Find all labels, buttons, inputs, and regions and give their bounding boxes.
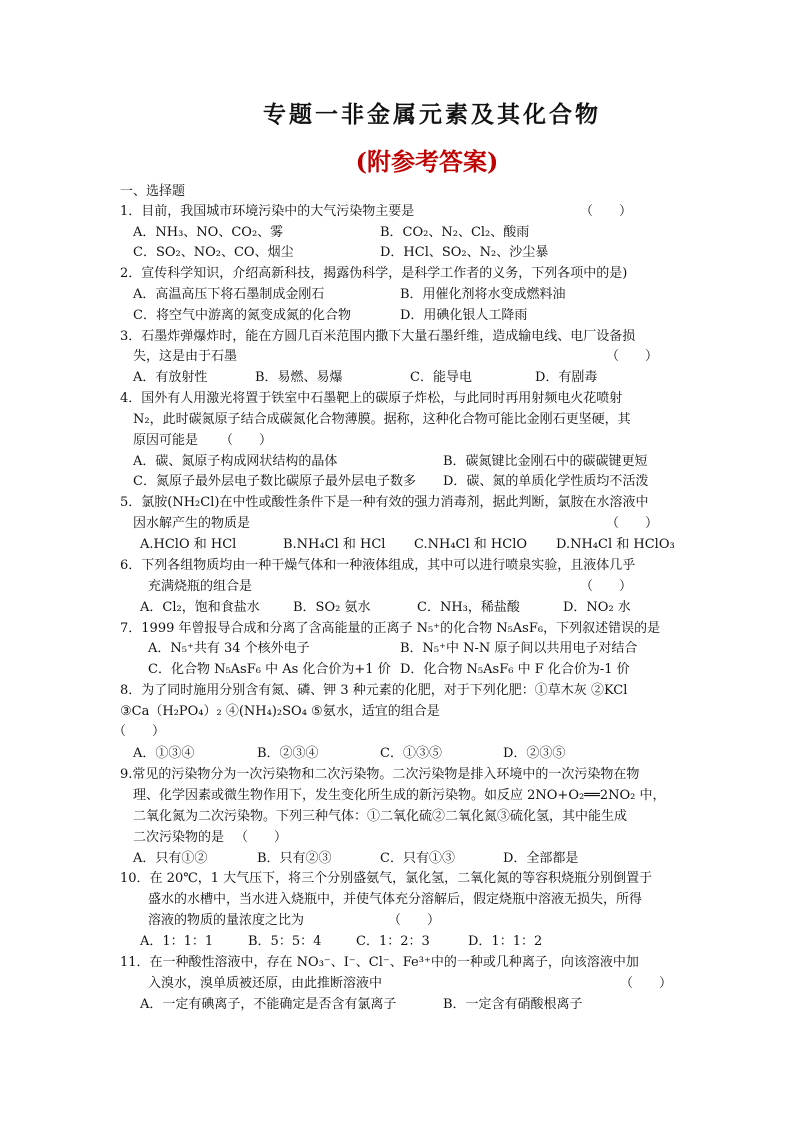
q5-option-c: C.NH₄Cl 和 HClO — [414, 537, 528, 552]
q1-option-c: C．SO₂、NO₂、CO、烟尘 — [133, 245, 294, 260]
q9-option-a: A．只有①② — [133, 851, 208, 866]
q10-option-d: D．1：1：2 — [468, 934, 543, 949]
q8-option-d: D．②③⑤ — [503, 746, 566, 761]
q1-option-d: D．HCl、SO₂、N₂、沙尘暴 — [380, 245, 549, 260]
q5-answer-bracket: （ ） — [606, 516, 659, 531]
q7-option-d: D．化合物 N₅AsF₆ 中 F 化合价为-1 价 — [400, 662, 630, 677]
q3-stem-line2: 失，这是由于石墨 — [133, 349, 238, 364]
q4-option-b: B．碳氮键比金刚石中的碳碳键更短 — [443, 454, 648, 469]
section-heading: 一、选择题 — [120, 184, 186, 199]
q4-option-a: A．碳、氮原子构成网状结构的晶体 — [133, 454, 338, 469]
q10-stem-line2: 盛水的水槽中，当水进入烧瓶中，并使气体充分溶解后，假定烧瓶中溶液无损失，所得 — [148, 892, 643, 907]
q5-option-d: D.NH₄Cl 和 HClO₃ — [556, 537, 675, 552]
q11-option-a: A．一定有碘离子，不能确定是否含有氯离子 — [140, 997, 397, 1012]
q2-stem: 2．宣传科学知识，介绍高新科技，揭露伪科学，是科学工作者的义务，下列各项中的是) — [120, 266, 628, 281]
q6-option-d: D．NO₂ 水 — [563, 600, 631, 615]
q9-stem-line3: 二氧化氮为二次污染物。下列三种气体：①二氧化硫②二氧化氮③硫化氢，其中能生成 — [133, 809, 628, 824]
q11-answer-bracket: （ ） — [620, 976, 673, 991]
q11-stem-line1: 11．在一种酸性溶液中，存在 NO₃⁻、I⁻、Cl⁻、Fe³⁺中的一种或几种离子，向该溶液中加 — [120, 955, 639, 970]
q1-option-a: A．NH₃、NO、CO₂、雾 — [133, 225, 284, 240]
q4-option-c: C．氮原子最外层电子数比碳原子最外层电子数多 — [133, 474, 416, 489]
q8-option-b: B．②③④ — [257, 746, 319, 761]
q7-option-b: B．N₅⁺中 N-N 原子间以共用电子对结合 — [400, 641, 638, 656]
q7-option-c: C．化合物 N₅AsF₆ 中 As 化合价为+1 价 — [148, 662, 391, 677]
q3-option-c: C．能导电 — [410, 370, 472, 385]
q2-option-a: A．高温高压下将石墨制成金刚石 — [133, 287, 325, 302]
q6-answer-bracket: （ ） — [580, 579, 633, 594]
q8-answer-bracket: （ ） — [113, 724, 166, 739]
q10-stem-line1: 10．在 20℃，1 大气压下，将三个分别盛氨气，氯化氢，二氧化氮的等容积烧瓶分别倒置于 — [120, 871, 653, 886]
q2-option-c: C．将空气中游离的氮变成氮的化合物 — [133, 308, 351, 323]
q1-option-b: B．CO₂、N₂、Cl₂、酸雨 — [380, 225, 530, 240]
q9-option-d: D．全部都是 — [503, 851, 579, 866]
q10-option-a: A．1：1：1 — [140, 934, 214, 949]
q5-stem-line1: 5．氯胺(NH₂Cl)在中性或酸性条件下是一种有效的强力消毒剂，据此判断，氯胺在水溶液中 — [120, 495, 649, 510]
q2-option-d: D．用碘化银人工降雨 — [400, 308, 528, 323]
q4-stem-line2: N₂，此时碳氮原子结合成碳氮化合物薄膜。据称，这种化合物可能比金刚石更坚硬，其 — [133, 412, 631, 427]
q6-option-b: B．SO₂ 氨水 — [293, 600, 371, 615]
q10-stem-line3: 溶液的物质的量浓度之比为 — [148, 913, 305, 928]
q6-option-c: C．NH₃，稀盐酸 — [417, 600, 520, 615]
q4-answer-bracket: （ ） — [220, 433, 273, 448]
q3-answer-bracket: （ ） — [606, 349, 659, 364]
page-title: 专题一非金属元素及其化合物 — [263, 101, 601, 128]
q3-option-b: B．易燃、易爆 — [255, 370, 343, 385]
q6-stem-line2: 充满烧瓶的组合是 — [148, 579, 253, 594]
q9-stem-line2: 理、化学因素或微生物作用下，发生变化所生成的新污染物。如反应 2NO+O₂══2NO₂ 中， — [133, 788, 666, 803]
q3-option-d: D．有剧毒 — [535, 370, 598, 385]
q5-option-a: A.HClO 和 HCl — [140, 537, 237, 552]
q10-option-b: B．5：5：4 — [248, 934, 322, 949]
q8-stem-line2: ③Ca（H₂PO₄）₂ ④(NH₄)₂SO₄ ⑤氨水，适宜的组合是 — [120, 704, 440, 719]
q5-option-b: B.NH₄Cl 和 HCl — [283, 537, 386, 552]
q9-stem-line4: 二次污染物的是 — [133, 830, 225, 845]
q9-stem-line1: 9.常见的污染物分为一次污染物和二次污染物。二次污染物是排入环境中的一次污染物在物 — [120, 767, 640, 782]
q8-stem-line1: 8．为了同时施用分别含有氮、磷、钾 3 种元素的化肥，对于下列化肥：①草木灰 ②KCl — [120, 683, 628, 698]
q8-option-c: C．①③⑤ — [380, 746, 442, 761]
q6-stem-line1: 6．下列各组物质均由一种干燥气体和一种液体组成，其中可以进行喷泉实验，且液体几乎 — [120, 558, 636, 573]
q4-stem-line1: 4．国外有人用激光将置于铁室中石墨靶上的碳原子炸松，与此同时再用射频电火花喷射 — [120, 391, 623, 406]
q5-stem-line2: 因水解产生的物质是 — [133, 516, 251, 531]
q3-option-a: A．有放射性 — [133, 370, 208, 385]
page-subtitle: (附参考答案) — [355, 147, 499, 176]
q10-option-c: C．1：2：3 — [356, 934, 430, 949]
q7-option-a: A．N₅⁺共有 34 个核外电子 — [148, 641, 310, 656]
q11-option-b: B．一定含有硝酸根离子 — [443, 997, 583, 1012]
q11-stem-line2: 入溴水，溴单质被还原，由此推断溶液中 — [148, 976, 383, 991]
q9-answer-bracket: （ ） — [235, 830, 288, 845]
q3-stem-line1: 3．石墨炸弹爆炸时，能在方圆几百米范围内撒下大量石墨纤维，造成输电线、电厂设备损 — [120, 329, 636, 344]
q4-stem-line3: 原因可能是 — [133, 433, 199, 448]
q7-stem: 7．1999 年曾报导合成和分离了含高能量的正离子 N₅⁺的化合物 N₅AsF₆，下列叙述错误的是 — [120, 621, 661, 636]
q9-option-c: C．只有①③ — [380, 851, 455, 866]
q1-answer-bracket: （ ） — [580, 204, 633, 219]
q6-option-a: A．Cl₂，饱和食盐水 — [140, 600, 260, 615]
q10-answer-bracket: （ ） — [388, 913, 441, 928]
q2-option-b: B．用催化剂将水变成燃料油 — [400, 287, 566, 302]
q9-option-b: B．只有②③ — [257, 851, 332, 866]
q8-option-a: A．①③④ — [133, 746, 195, 761]
q4-option-d: D．碳、氮的单质化学性质均不活泼 — [443, 474, 649, 489]
q1-stem: 1．目前，我国城市环境污染中的大气污染物主要是 — [120, 204, 415, 219]
